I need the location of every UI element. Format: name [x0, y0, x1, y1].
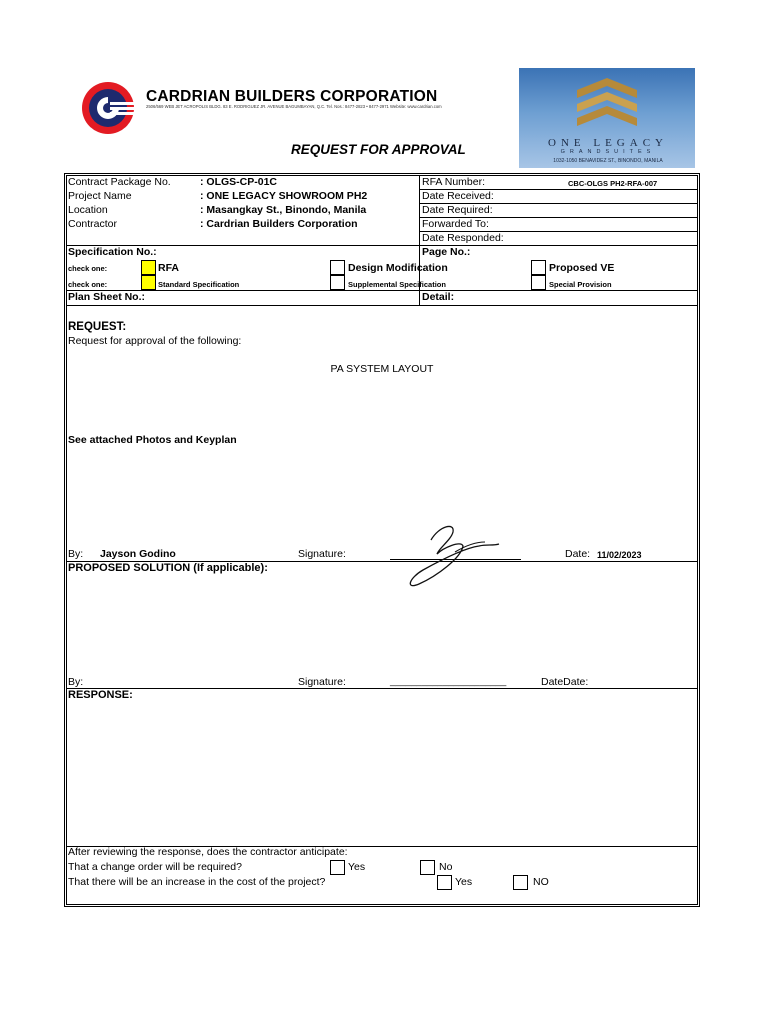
project-label: Project Name [68, 190, 132, 202]
company-name: CARDRIAN BUILDERS CORPORATION [146, 88, 438, 105]
date-responded-label: Date Responded: [422, 232, 504, 244]
partner-emblem-icon [519, 68, 695, 138]
detail-label: Detail: [422, 291, 455, 303]
page-label: Page No.: [422, 246, 471, 258]
partner-name: ONE LEGACY [548, 137, 668, 149]
proposed-date-label: DateDate: [541, 676, 589, 688]
contract-value: : OLGS-CP-01C [200, 176, 278, 188]
cost-increase-yes-label: Yes [455, 876, 473, 888]
request-note: See attached Photos and Keyplan [68, 434, 237, 446]
special-provision-checkbox[interactable] [531, 275, 546, 290]
cost-increase-no-label: NO [533, 876, 549, 888]
date-received-label: Date Received: [422, 190, 494, 202]
response-question: After reviewing the response, does the contractor anticipate: [68, 846, 348, 858]
request-date-label: Date: [565, 548, 591, 560]
date-required-label: Date Required: [422, 204, 493, 216]
request-by-value: Jayson Godino [100, 548, 176, 560]
form-title: REQUEST FOR APPROVAL [291, 142, 466, 157]
proposed-by-label: By: [68, 676, 84, 688]
plan-sheet-label: Plan Sheet No.: [68, 291, 146, 303]
change-order-yes-checkbox[interactable] [330, 860, 345, 875]
company-address: 2506/569 WEB JET ACROPOLIS BLDG. 83 E. RODRIGUEZ JR. AVENUE BAGUMBAYAN, Q.C. Tel. Nos.: 8477-2823 • 8477-2971 Website: www.cardrian.com [146, 104, 442, 109]
company-logo [76, 80, 140, 136]
cost-increase-question: That there will be an increase in the cost of the project? [68, 876, 326, 888]
design-modification-checkbox[interactable] [330, 260, 345, 275]
divider [66, 688, 698, 689]
standard-specification-label: Standard Specification [158, 280, 240, 289]
proposed-heading: PROPOSED SOLUTION (If applicable): [68, 562, 268, 574]
cost-increase-yes-checkbox[interactable] [437, 875, 452, 890]
partner-address: 1032-1050 BENAVIDEZ ST., BINONDO, MANILA [553, 158, 663, 164]
request-signature-label: Signature: [298, 548, 346, 560]
request-heading: REQUEST: [68, 321, 127, 333]
request-item: PA SYSTEM LAYOUT [330, 363, 434, 375]
rfa-number-value: CBC-OLGS PH2-RFA-007 [568, 179, 658, 188]
proposed-ve-checkbox[interactable] [531, 260, 546, 275]
supplemental-specification-label: Supplemental Specification [348, 280, 446, 289]
rfa-number-label: RFA Number: [422, 176, 486, 188]
divider [66, 245, 698, 246]
cost-increase-no-checkbox[interactable] [513, 875, 528, 890]
contractor-label: Contractor [68, 218, 118, 230]
change-order-no-checkbox[interactable] [420, 860, 435, 875]
change-order-question: That a change order will be required? [68, 861, 242, 873]
change-order-no-label: No [439, 861, 453, 873]
contractor-value: : Cardrian Builders Corporation [200, 218, 358, 230]
response-heading: RESPONSE: [68, 689, 133, 701]
request-by-label: By: [68, 548, 84, 560]
proposed-signature-line: ______________________ [390, 676, 507, 687]
check-one-label: check one: [68, 264, 108, 273]
special-provision-label: Special Provision [549, 280, 612, 289]
supplemental-specification-checkbox[interactable] [330, 275, 345, 290]
spec-label: Specification No.: [68, 246, 157, 258]
proposed-signature-label: Signature: [298, 676, 346, 688]
forwarded-to-label: Forwarded To: [422, 218, 489, 230]
project-value: : ONE LEGACY SHOWROOM PH2 [200, 190, 368, 202]
rfa-option-label: RFA [158, 262, 179, 274]
change-order-yes-label: Yes [348, 861, 366, 873]
location-label: Location [68, 204, 108, 216]
rfa-checkbox[interactable] [141, 260, 156, 275]
contract-label: Contract Package No. [68, 176, 171, 188]
request-intro: Request for approval of the following: [68, 335, 242, 347]
standard-specification-checkbox[interactable] [141, 275, 156, 290]
check-one-label: check one: [68, 280, 108, 289]
signature-image [395, 518, 525, 592]
request-date-value: 11/02/2023 [597, 550, 642, 560]
proposed-ve-label: Proposed VE [549, 262, 615, 274]
location-value: : Masangkay St., Binondo, Manila [200, 204, 367, 216]
design-modification-label: Design Modification [348, 262, 448, 274]
partner-subtitle: GRANDSUITES [560, 149, 656, 155]
divider [66, 305, 698, 306]
